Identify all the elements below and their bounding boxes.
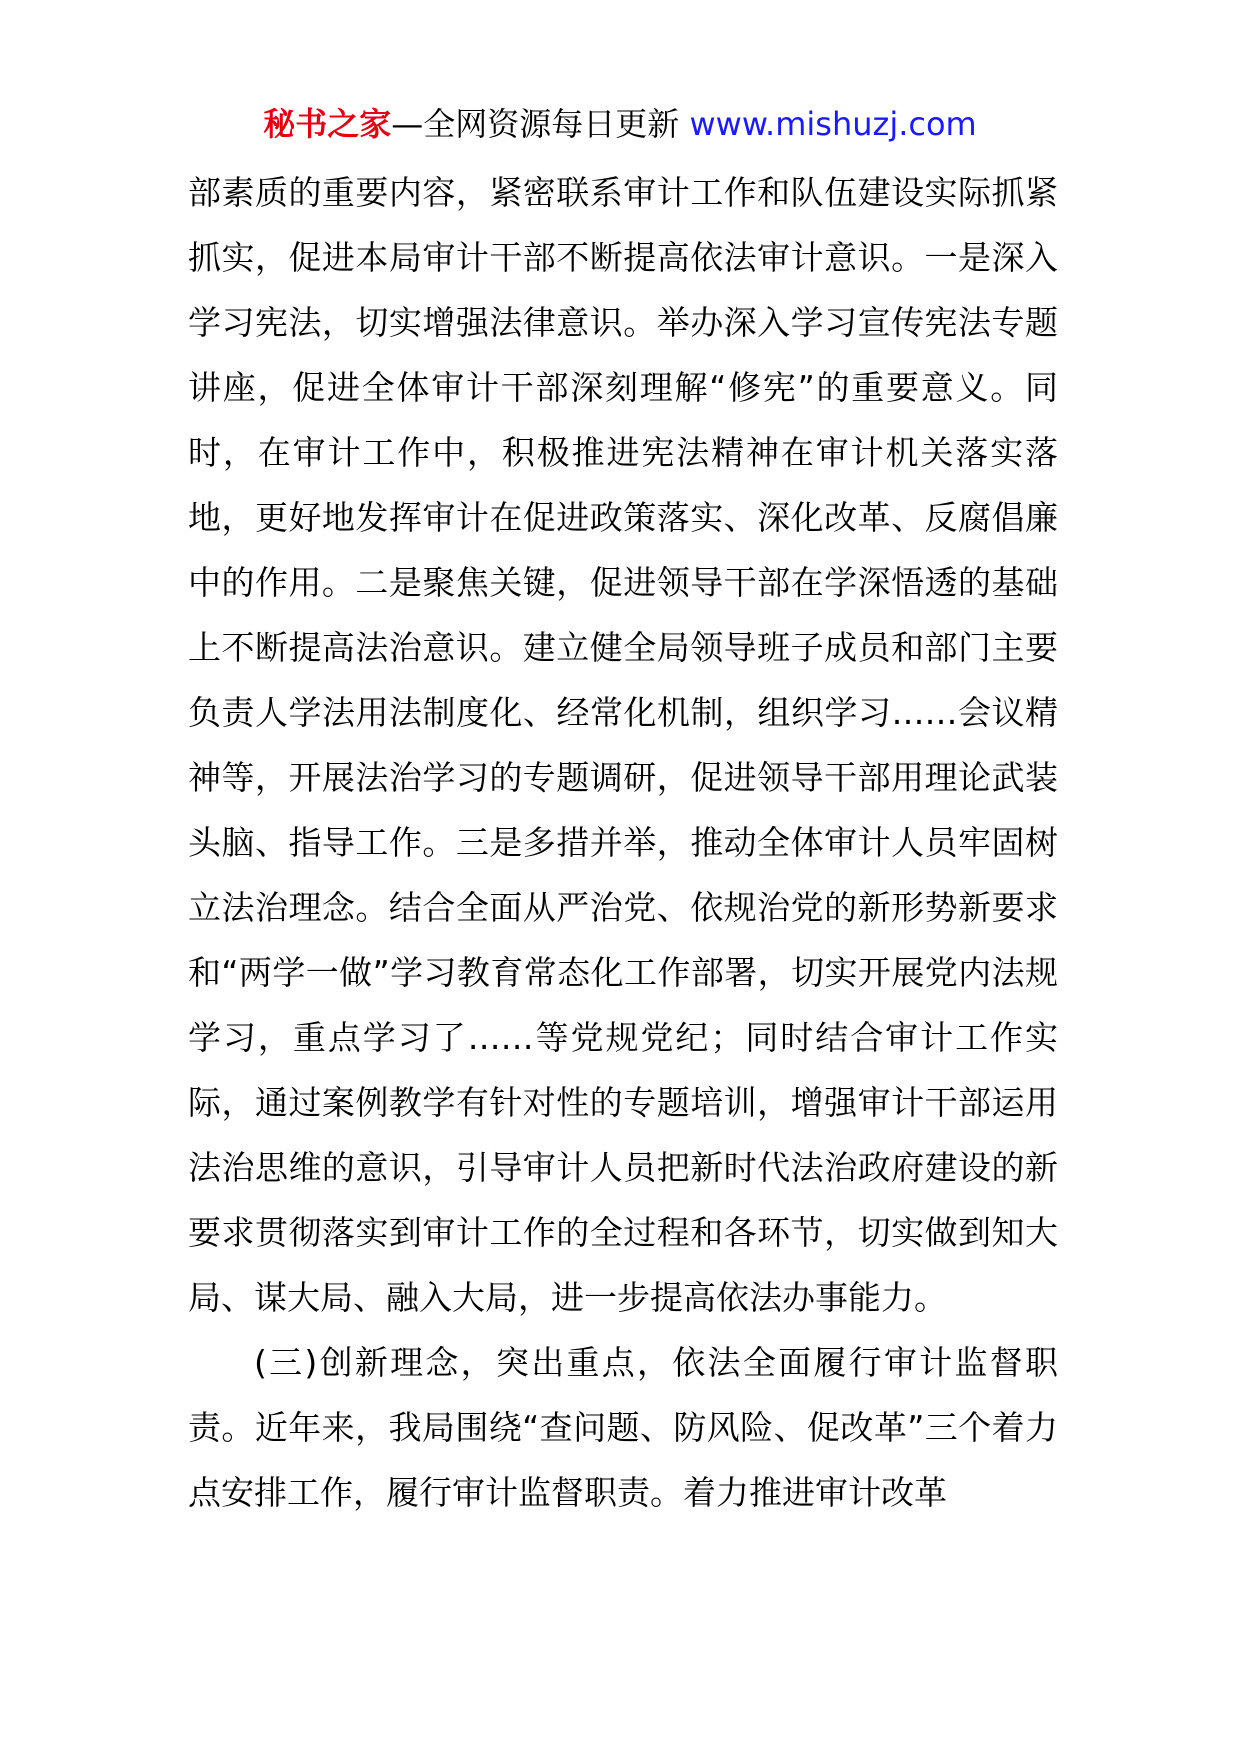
paragraph-2: (三)创新理念，突出重点，依法全面履行审计监督职责。近年来，我局围绕“查问题、防风险、促改革”三个着力点安排工作，履行审计监督职责。着力推进审计改革 <box>188 1343 1058 1512</box>
watermark-header <box>0 100 1240 148</box>
paragraph-1: 部素质的重要内容，紧密联系审计工作和队伍建设实际抓紧抓实，促进本局审计干部不断提高依法审计意识。一是深入学习宪法，切实增强法律意识。举办深入学习宣传宪法专题讲座，促进全体审计干部深刻理解“修宪”的重要意义。同时，在审计工作中，积极推进宪法精神在审计机关落实落地，更好地发挥审计在促进政策落实、深化改革、反腐倡廉中的作用。二是聚焦关键，促进领导干部在学深悟透的基础上不断提高法治意识。建立健全局领导班子成员和部门主要负责人学法用法制度化、经常化机制，组织学习……会议精神等，开展法治学习的专题调研，促进领导干部用理论武装头脑、指导工作。三是多措并举，推动全体审计人员牢固树立法治理念。结合全面从严治党、依规治党的新形势新要求和“两学一做”学习教育常态化工作部署，切实开展党内法规学习，重点学习了……等党规党纪；同时结合审计工作实际，通过案例教学有针对性的专题培训，增强审计干部运用法治思维的意识，引导审计人员把新时代法治政府建设的新要求贯彻落实到审计工作的全过程和各环节，切实做到知大局、谋大局、融入大局，进一步提高依法办事能力。 <box>188 173 1058 1317</box>
document-body <box>188 160 1058 1525</box>
header-tagline: —全网资源每日更新 <box>391 105 680 143</box>
header-brand: 秘书之家 <box>263 105 392 143</box>
header-url-link[interactable]: www.mishuzj.com <box>689 105 977 143</box>
